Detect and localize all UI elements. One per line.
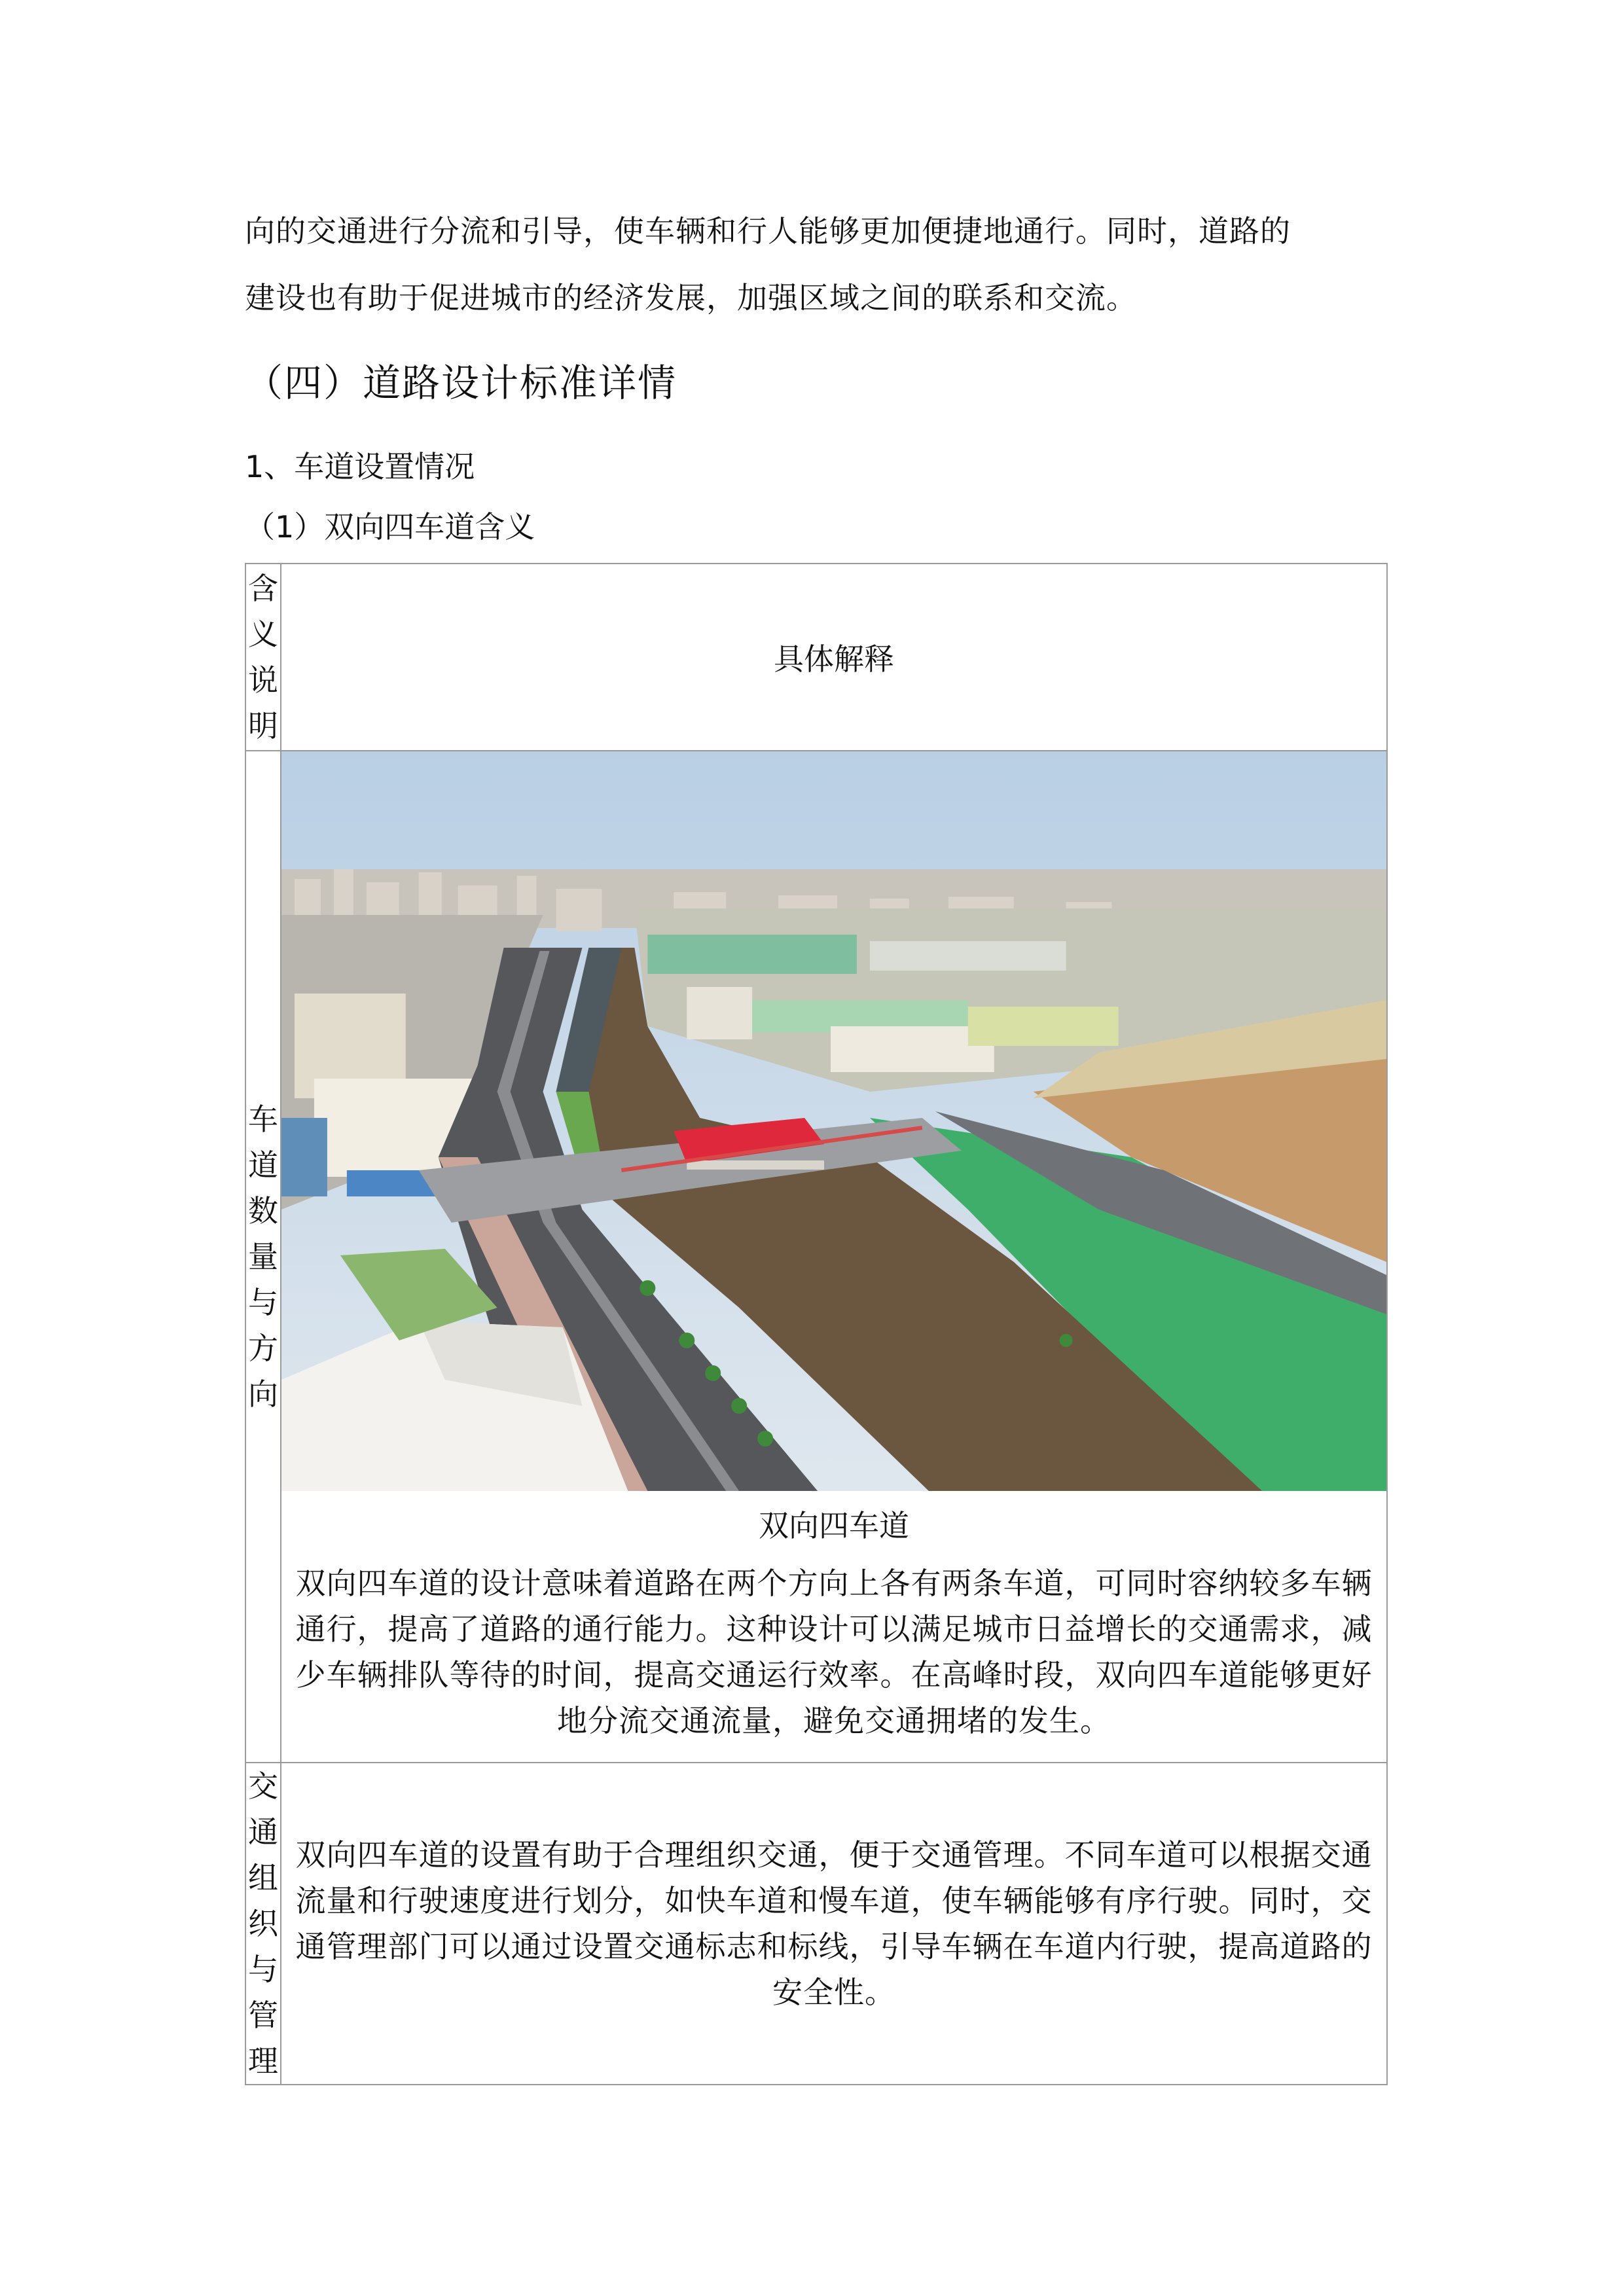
subsubsection-title: （1）双向四车道含义: [245, 509, 535, 545]
table-row-management: [245, 1763, 1387, 2085]
row2-label-cell: [245, 1763, 281, 2085]
row2-text: 双向四车道的设置有助于合理组织交通，便于交通管理。不同车道可以根据交通流量和行驶速度进行划分，如快车道和慢车道，使车辆能够有序行驶。同时，交通管理部门可以通过设置交通标志和标线，引导车辆在车道内行驶，提高道路的安全性。: [295, 1837, 1373, 2010]
road-aerial-photo: [281, 751, 1386, 1491]
table-header-row: [245, 564, 1387, 751]
lane-meaning-table: [245, 563, 1388, 2085]
intro-line-1: 向的交通进行分流和引导，使车辆和行人能够更加便捷地通行。同时，道路的: [245, 213, 1291, 249]
row1-text: 双向四车道的设计意味着道路在两个方向上各有两条车道，可同时容纳较多车辆通行，提高了道路的通行能力。这种设计可以满足城市日益增长的交通需求，减少车辆排队等待的时间，提高交通运行效率。在高峰时段，双向四车道能够更好地分流交通流量，避免交通拥堵的发生。: [295, 1566, 1373, 1738]
header-value: 具体解释: [281, 564, 1387, 751]
road-aerial-illustration: [281, 751, 1386, 1491]
row2-label: 交 通 组 织 与 管 理: [248, 1768, 278, 2079]
row1-label: 车 道 数 量 与 方 向: [248, 1102, 278, 1412]
intro-line-2: 建设也有助于促进城市的经济发展，加强区域之间的联系和交流。: [245, 280, 1137, 315]
photo-caption: 双向四车道: [759, 1508, 909, 1543]
subsection-title: 1、车道设置情况: [245, 449, 475, 484]
header-label: 含 义 说 明: [248, 571, 278, 744]
section-heading: （四）道路设计标准详情: [245, 361, 677, 405]
row1-label-cell: [245, 751, 281, 1763]
row2-content: [281, 1763, 1387, 2085]
row1-content: [281, 751, 1387, 1763]
table-row-lanes: [245, 751, 1387, 1763]
header-label-cell: [245, 564, 281, 751]
